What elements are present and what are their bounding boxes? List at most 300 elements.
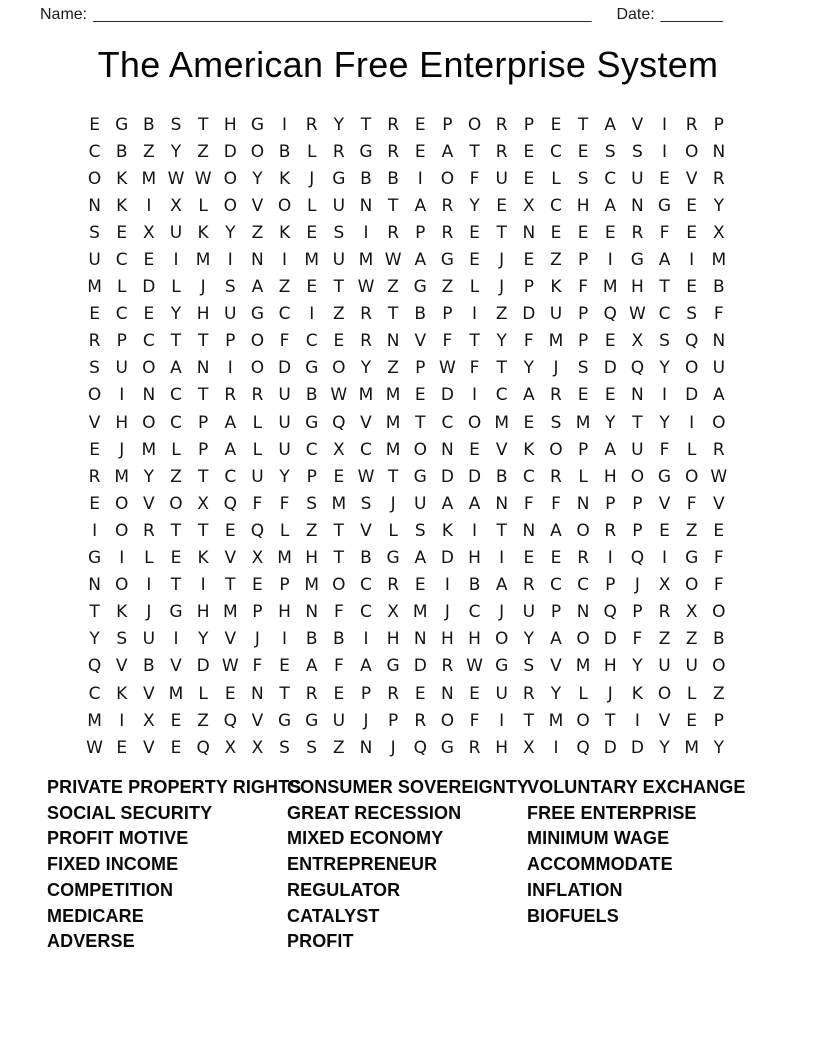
grid-letter: Z bbox=[685, 520, 698, 541]
grid-letter: S bbox=[523, 656, 535, 677]
grid-letter: E bbox=[713, 520, 725, 541]
grid-letter: V bbox=[360, 520, 372, 541]
grid-letter: T bbox=[496, 520, 507, 541]
grid-letter: Z bbox=[712, 683, 725, 704]
grid-letter: P bbox=[523, 277, 534, 298]
grid-letter: R bbox=[251, 385, 264, 406]
grid-letter: X bbox=[712, 222, 725, 243]
grid-letter: L bbox=[306, 195, 317, 216]
grid-letter: V bbox=[658, 493, 671, 514]
grid-letter: M bbox=[304, 250, 320, 271]
grid-letter: M bbox=[304, 575, 320, 596]
grid-letter: F bbox=[469, 358, 480, 379]
grid-letter: E bbox=[170, 548, 182, 569]
grid-letter: L bbox=[551, 168, 561, 189]
grid-letter: F bbox=[713, 575, 724, 596]
grid-letter: J bbox=[499, 602, 505, 623]
word-list-item: PROFIT bbox=[287, 931, 354, 952]
grid-letter: T bbox=[89, 602, 100, 623]
grid-letter: G bbox=[359, 141, 373, 162]
grid-letter: K bbox=[550, 277, 562, 298]
grid-letter: F bbox=[713, 548, 724, 569]
grid-letter: O bbox=[277, 195, 292, 216]
grid-letter: M bbox=[711, 250, 727, 271]
grid-letter: X bbox=[143, 710, 155, 731]
grid-letter: P bbox=[442, 304, 453, 325]
grid-letter: V bbox=[224, 629, 237, 650]
grid-letter: I bbox=[119, 710, 125, 731]
grid-letter: C bbox=[495, 385, 508, 406]
grid-letter: P bbox=[632, 520, 643, 541]
grid-letter: I bbox=[472, 304, 478, 325]
grid-letter: W bbox=[628, 304, 646, 325]
grid-letter: H bbox=[386, 629, 400, 650]
grid-letter: S bbox=[279, 737, 290, 758]
grid-letter: Z bbox=[685, 629, 698, 650]
word-list-item: MINIMUM WAGE bbox=[527, 828, 670, 849]
grid-letter: Q bbox=[250, 520, 265, 541]
grid-letter: W bbox=[438, 358, 456, 379]
grid-letter: Z bbox=[251, 222, 264, 243]
grid-letter: M bbox=[87, 710, 102, 731]
grid-letter: A bbox=[251, 277, 264, 298]
grid-letter: A bbox=[170, 358, 182, 379]
grid-letter: T bbox=[523, 710, 535, 731]
grid-letter: Q bbox=[630, 358, 645, 379]
grid-letter: I bbox=[553, 737, 559, 758]
grid-letter: W bbox=[357, 466, 375, 487]
grid-letter: T bbox=[632, 412, 643, 433]
grid-letter: P bbox=[198, 412, 209, 433]
grid-letter: N bbox=[576, 493, 590, 514]
grid-letter: J bbox=[309, 168, 315, 189]
grid-letter: B bbox=[305, 629, 318, 650]
grid-letter: G bbox=[305, 412, 319, 433]
grid-letter: O bbox=[467, 114, 482, 135]
grid-letter: P bbox=[252, 602, 263, 623]
grid-letter: J bbox=[634, 575, 640, 596]
grid-letter: W bbox=[384, 250, 402, 271]
grid-letter: E bbox=[523, 250, 535, 271]
grid-letter: Q bbox=[630, 548, 645, 569]
grid-letter: R bbox=[387, 141, 400, 162]
grid-letter: N bbox=[631, 195, 644, 216]
grid-letter: D bbox=[522, 304, 536, 325]
grid-letter: R bbox=[387, 114, 400, 135]
grid-letter: R bbox=[224, 385, 237, 406]
grid-letter: T bbox=[333, 548, 345, 569]
grid-letter: L bbox=[578, 466, 588, 487]
grid-letter: A bbox=[604, 114, 617, 135]
grid-letter: U bbox=[115, 358, 128, 379]
grid-letter: Y bbox=[659, 412, 670, 433]
grid-letter: L bbox=[686, 683, 697, 704]
grid-letter: O bbox=[115, 575, 129, 596]
grid-letter: H bbox=[468, 548, 481, 569]
grid-letter: X bbox=[251, 548, 264, 569]
grid-letter: M bbox=[548, 331, 564, 352]
grid-letter: F bbox=[252, 493, 263, 514]
grid-letter: Q bbox=[87, 656, 102, 677]
grid-letter: A bbox=[523, 385, 535, 406]
grid-letter: R bbox=[305, 114, 318, 135]
grid-letter: I bbox=[662, 141, 668, 162]
grid-letter: V bbox=[414, 331, 427, 352]
grid-letter: O bbox=[712, 602, 726, 623]
grid-letter: Z bbox=[550, 250, 562, 271]
grid-letter: O bbox=[684, 358, 699, 379]
grid-letter: D bbox=[223, 141, 237, 162]
grid-letter: R bbox=[577, 548, 589, 569]
grid-letter: S bbox=[170, 114, 182, 135]
grid-letter: T bbox=[170, 520, 182, 541]
grid-letter: B bbox=[712, 277, 725, 298]
word-list-item: PROFIT MOTIVE bbox=[47, 828, 189, 849]
grid-letter: A bbox=[224, 412, 237, 433]
grid-letter: B bbox=[360, 168, 372, 189]
grid-letter: O bbox=[440, 710, 455, 731]
grid-letter: J bbox=[444, 602, 450, 623]
grid-letter: C bbox=[142, 331, 155, 352]
grid-letter: M bbox=[385, 412, 401, 433]
grid-letter: D bbox=[630, 737, 644, 758]
grid-letter: Z bbox=[170, 466, 182, 487]
grid-letter: R bbox=[332, 141, 345, 162]
grid-letter: T bbox=[415, 412, 426, 433]
grid-letter: Y bbox=[197, 629, 209, 650]
grid-letter: O bbox=[250, 358, 265, 379]
grid-letter: R bbox=[495, 114, 508, 135]
grid-letter: K bbox=[278, 222, 291, 243]
grid-letter: C bbox=[360, 439, 372, 460]
grid-letter: K bbox=[116, 168, 128, 189]
grid-letter: V bbox=[170, 656, 182, 677]
grid-letter: L bbox=[116, 277, 127, 298]
grid-letter: P bbox=[523, 114, 534, 135]
word-list-item: ACCOMMODATE bbox=[527, 854, 673, 875]
grid-letter: Y bbox=[469, 195, 480, 216]
grid-letter: Z bbox=[197, 710, 209, 731]
grid-letter: X bbox=[631, 331, 644, 352]
grid-letter: G bbox=[440, 737, 454, 758]
grid-letter: R bbox=[441, 195, 454, 216]
grid-letter: P bbox=[415, 222, 426, 243]
grid-letter: N bbox=[413, 629, 427, 650]
grid-letter: S bbox=[604, 141, 616, 162]
grid-letter: N bbox=[495, 493, 509, 514]
grid-letter: O bbox=[223, 168, 237, 189]
grid-letter: J bbox=[553, 358, 559, 379]
grid-letter: Z bbox=[197, 141, 209, 162]
grid-letter: K bbox=[441, 520, 453, 541]
grid-letter: R bbox=[685, 114, 698, 135]
grid-letter: X bbox=[251, 737, 264, 758]
grid-letter: D bbox=[603, 358, 617, 379]
grid-letter: E bbox=[143, 304, 155, 325]
grid-letter: I bbox=[146, 195, 152, 216]
grid-letter: E bbox=[116, 222, 128, 243]
grid-letter: O bbox=[576, 629, 590, 650]
grid-letter: B bbox=[360, 548, 372, 569]
grid-letter: T bbox=[469, 141, 480, 162]
grid-letter: B bbox=[414, 304, 427, 325]
grid-letter: Y bbox=[333, 114, 345, 135]
grid-letter: A bbox=[414, 195, 427, 216]
grid-letter: L bbox=[198, 683, 208, 704]
grid-letter: O bbox=[223, 195, 237, 216]
grid-letter: Y bbox=[143, 466, 155, 487]
grid-letter: N bbox=[88, 195, 101, 216]
grid-letter: S bbox=[577, 168, 589, 189]
grid-letter: T bbox=[279, 683, 290, 704]
grid-letter: D bbox=[142, 277, 156, 298]
grid-letter: C bbox=[550, 141, 562, 162]
word-list-item: INFLATION bbox=[527, 879, 623, 900]
grid-letter: E bbox=[143, 250, 155, 271]
grid-letter: F bbox=[659, 439, 670, 460]
grid-letter: U bbox=[332, 250, 346, 271]
grid-letter: V bbox=[143, 493, 155, 514]
grid-letter: L bbox=[252, 439, 263, 460]
grid-letter: I bbox=[689, 412, 695, 433]
grid-letter: D bbox=[685, 385, 699, 406]
grid-letter: N bbox=[251, 250, 264, 271]
grid-letter: P bbox=[713, 710, 724, 731]
grid-letter: O bbox=[684, 466, 699, 487]
grid-letter: E bbox=[414, 141, 426, 162]
grid-letter: C bbox=[278, 304, 291, 325]
grid-letter: R bbox=[712, 168, 725, 189]
grid-letter: N bbox=[631, 385, 644, 406]
grid-letter: N bbox=[251, 683, 264, 704]
grid-letter: K bbox=[197, 548, 209, 569]
grid-letter: A bbox=[550, 520, 562, 541]
grid-letter: Q bbox=[603, 602, 617, 623]
grid-letter: X bbox=[522, 737, 535, 758]
grid-letter: G bbox=[305, 710, 319, 731]
grid-letter: M bbox=[575, 412, 591, 433]
grid-letter: V bbox=[658, 710, 671, 731]
grid-letter: M bbox=[412, 602, 428, 623]
grid-letter: W bbox=[86, 737, 103, 758]
grid-letter: I bbox=[146, 575, 152, 596]
grid-letter: A bbox=[414, 548, 427, 569]
grid-letter: V bbox=[251, 710, 264, 731]
grid-letter: U bbox=[631, 439, 644, 460]
grid-letter: E bbox=[333, 683, 345, 704]
grid-letter: T bbox=[197, 520, 209, 541]
grid-letter: B bbox=[143, 656, 155, 677]
grid-letter: P bbox=[387, 710, 399, 731]
grid-letter: F bbox=[469, 710, 480, 731]
grid-letter: A bbox=[360, 656, 372, 677]
grid-letter: C bbox=[305, 331, 318, 352]
grid-letter: I bbox=[634, 710, 640, 731]
grid-letter: V bbox=[115, 656, 128, 677]
grid-letter: T bbox=[659, 277, 670, 298]
grid-letter: G bbox=[305, 358, 319, 379]
grid-letter: G bbox=[277, 710, 292, 731]
grid-letter: O bbox=[250, 141, 265, 162]
grid-letter: R bbox=[88, 466, 101, 487]
grid-letter: I bbox=[662, 114, 668, 135]
grid-letter: T bbox=[170, 575, 182, 596]
grid-letter: O bbox=[467, 412, 482, 433]
grid-letter: X bbox=[522, 195, 535, 216]
word-list-item: REGULATOR bbox=[287, 879, 401, 900]
grid-letter: R bbox=[414, 710, 427, 731]
grid-letter: C bbox=[441, 412, 454, 433]
grid-letter: G bbox=[685, 548, 699, 569]
grid-letter: C bbox=[550, 195, 562, 216]
grid-letter: L bbox=[171, 439, 181, 460]
grid-letter: G bbox=[386, 548, 400, 569]
word-list-item: FREE ENTERPRISE bbox=[527, 802, 697, 823]
grid-letter: I bbox=[309, 304, 315, 325]
grid-letter: Y bbox=[225, 222, 236, 243]
grid-letter: T bbox=[197, 385, 209, 406]
grid-letter: C bbox=[115, 304, 128, 325]
grid-letter: I bbox=[282, 114, 288, 135]
grid-letter: H bbox=[196, 304, 210, 325]
grid-letter: B bbox=[278, 141, 291, 162]
grid-letter: N bbox=[576, 602, 590, 623]
grid-letter: F bbox=[469, 168, 480, 189]
grid-letter: D bbox=[440, 466, 454, 487]
grid-letter: U bbox=[142, 629, 156, 650]
grid-letter: S bbox=[116, 629, 128, 650]
grid-letter: C bbox=[170, 385, 182, 406]
grid-letter: P bbox=[415, 358, 426, 379]
grid-letter: S bbox=[550, 412, 562, 433]
grid-letter: F bbox=[333, 602, 344, 623]
grid-letter: R bbox=[88, 331, 101, 352]
grid-letter: H bbox=[278, 602, 291, 623]
grid-letter: T bbox=[197, 114, 209, 135]
grid-letter: E bbox=[89, 439, 100, 460]
grid-letter: Y bbox=[170, 304, 182, 325]
grid-letter: R bbox=[468, 737, 481, 758]
grid-letter: B bbox=[333, 629, 345, 650]
grid-letter: P bbox=[632, 493, 643, 514]
grid-letter: U bbox=[251, 466, 264, 487]
grid-letter: V bbox=[685, 168, 698, 189]
grid-letter: P bbox=[605, 493, 616, 514]
grid-letter: H bbox=[603, 656, 617, 677]
grid-letter: F bbox=[551, 493, 561, 514]
grid-letter: S bbox=[224, 277, 236, 298]
grid-letter: E bbox=[333, 331, 345, 352]
grid-letter: F bbox=[659, 222, 670, 243]
grid-letter: C bbox=[88, 141, 101, 162]
grid-letter: G bbox=[87, 548, 102, 569]
grid-letter: I bbox=[227, 358, 233, 379]
grid-letter: R bbox=[387, 222, 400, 243]
grid-letter: E bbox=[414, 575, 426, 596]
grid-letter: E bbox=[469, 439, 480, 460]
grid-letter: W bbox=[357, 277, 375, 298]
grid-letter: Y bbox=[279, 466, 290, 487]
grid-letter: I bbox=[417, 168, 423, 189]
grid-letter: L bbox=[686, 439, 697, 460]
grid-letter: O bbox=[576, 520, 590, 541]
grid-letter: X bbox=[685, 602, 698, 623]
grid-letter: Z bbox=[387, 358, 399, 379]
grid-letter: R bbox=[305, 683, 318, 704]
grid-letter: E bbox=[550, 222, 562, 243]
grid-letter: T bbox=[496, 358, 507, 379]
grid-letter: I bbox=[662, 385, 668, 406]
grid-letter: N bbox=[712, 331, 726, 352]
worksheet-header bbox=[40, 6, 780, 24]
grid-letter: G bbox=[332, 168, 346, 189]
grid-letter: J bbox=[146, 602, 152, 623]
grid-letter: U bbox=[631, 168, 644, 189]
grid-letter: Z bbox=[333, 737, 345, 758]
word-list-item: MIXED ECONOMY bbox=[287, 828, 444, 849]
grid-letter: I bbox=[173, 250, 179, 271]
grid-letter: M bbox=[141, 439, 157, 460]
grid-letter: O bbox=[332, 575, 346, 596]
grid-letter: P bbox=[225, 331, 236, 352]
grid-letter: L bbox=[144, 548, 154, 569]
grid-letter: Z bbox=[278, 277, 291, 298]
grid-letter: G bbox=[495, 656, 509, 677]
grid-letter: N bbox=[359, 737, 373, 758]
grid-letter: R bbox=[142, 520, 155, 541]
grid-letter: R bbox=[441, 222, 454, 243]
grid-letter: E bbox=[252, 575, 263, 596]
grid-letter: W bbox=[710, 466, 728, 487]
grid-letter: R bbox=[387, 575, 400, 596]
grid-letter: I bbox=[472, 385, 478, 406]
grid-letter: N bbox=[359, 195, 373, 216]
grid-letter: I bbox=[119, 385, 125, 406]
grid-letter: Y bbox=[632, 656, 643, 677]
grid-letter: P bbox=[116, 331, 127, 352]
grid-letter: E bbox=[686, 195, 698, 216]
grid-letter: Q bbox=[196, 737, 210, 758]
grid-letter: Y bbox=[170, 141, 182, 162]
grid-letter: E bbox=[604, 385, 616, 406]
grid-letter: C bbox=[522, 466, 535, 487]
grid-letter: U bbox=[685, 656, 698, 677]
grid-letter: G bbox=[657, 195, 672, 216]
grid-letter: P bbox=[713, 114, 724, 135]
grid-letter: E bbox=[550, 114, 562, 135]
grid-letter: I bbox=[499, 548, 505, 569]
grid-letter: Y bbox=[360, 358, 372, 379]
grid-letter: I bbox=[282, 250, 288, 271]
grid-letter: Y bbox=[659, 358, 670, 379]
grid-letter: X bbox=[224, 737, 237, 758]
grid-letter: D bbox=[467, 466, 482, 487]
grid-letter: F bbox=[632, 629, 643, 650]
grid-letter: T bbox=[333, 520, 345, 541]
grid-letter: O bbox=[413, 439, 427, 460]
grid-letter: R bbox=[550, 466, 562, 487]
grid-letter: P bbox=[577, 439, 589, 460]
grid-letter: P bbox=[360, 683, 372, 704]
grid-letter: Z bbox=[441, 277, 454, 298]
grid-letter: H bbox=[603, 466, 617, 487]
grid-letter: C bbox=[360, 602, 372, 623]
grid-letter: W bbox=[330, 385, 348, 406]
grid-letter: L bbox=[469, 277, 480, 298]
grid-letter: M bbox=[385, 385, 401, 406]
grid-letter: Y bbox=[496, 331, 507, 352]
grid-letter: C bbox=[170, 412, 182, 433]
